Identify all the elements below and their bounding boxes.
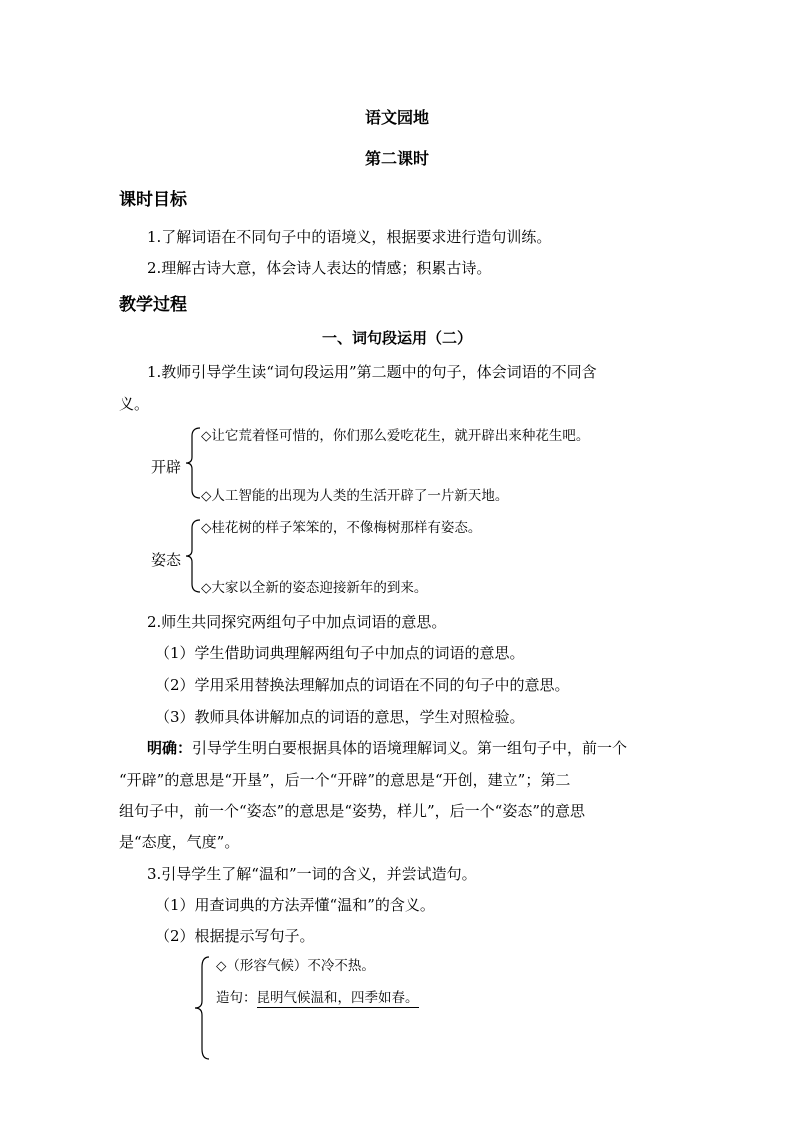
group2-sentence: ◇大家以全新的姿态迎接新年的到来。: [201, 580, 428, 596]
step1-text: 1.教师引导学生读“词句段运用”第二题中的句子，体会词语的不同含: [147, 363, 597, 381]
process-heading: 教学过程: [119, 295, 187, 315]
clarify-text-cont: 是“态度，气度”。: [119, 833, 240, 851]
goals-heading: 课时目标: [119, 190, 187, 210]
group1-sentence: ◇让它荒着怪可惜的，你们那么爱吃花生，就开辟出来种花生吧。: [201, 428, 590, 444]
example-sentence: 昆明气候温和，四季如春。: [256, 990, 419, 1006]
group1-sentence: ◇人工智能的出现为人类的生活开辟了一片新天地。: [201, 488, 509, 504]
clarify-text-cont: “开辟”的意思是“开垦”，后一个“开辟”的意思是“开创，建立”；第二: [119, 771, 571, 789]
step2-text: 2.师生共同探究两组句子中加点词语的意思。: [147, 613, 447, 631]
document-title: 语文园地: [364, 108, 429, 127]
example-prompt: ◇（形容气候）不冷不热。: [216, 958, 375, 974]
document-subtitle: 第二课时: [364, 149, 429, 168]
goal-item: 2.理解古诗大意，体会诗人表达的情感；积累古诗。: [147, 259, 492, 277]
goal-item: 1.了解词语在不同句子中的语境义，根据要求进行造句训练。: [147, 228, 552, 246]
example-brace-icon: [193, 955, 213, 1061]
group2-sentence: ◇桂花树的样子笨笨的，不像梅树那样有姿态。: [201, 520, 482, 536]
step3-item: （1）用查词典的方法弄懂“温和”的含义。: [155, 896, 435, 914]
example-label: 造句：: [216, 990, 257, 1006]
step2-item: （1）学生借助词典理解两组句子中加点的词语的意思。: [155, 644, 525, 662]
step2-item: （2）学用采用替换法理解加点的词语在不同的句子中的意思。: [155, 676, 570, 694]
step1-text-cont: 义。: [119, 395, 150, 413]
step2-item: （3）教师具体讲解加点的词语的意思，学生对照检验。: [155, 708, 525, 726]
example-sentence-line: [216, 988, 419, 1008]
clarify-text-cont: 组句子中，前一个“姿态”的意思是“姿势，样儿”，后一个“姿态”的意思: [119, 802, 586, 820]
step3-item: （2）根据提示写句子。: [155, 927, 315, 945]
group2-word: 姿态: [151, 551, 182, 569]
clarify-label: 明确：: [147, 739, 193, 757]
group1-word: 开辟: [151, 458, 182, 476]
clarify-text: 引导学生明白要根据具体的语境理解词义。第一组句子中，前一个: [192, 739, 628, 757]
section-heading: 一、词句段运用（二）: [321, 329, 472, 347]
step3-text: 3.引导学生了解“温和”一词的含义，并尝试造句。: [147, 865, 477, 883]
clarify-paragraph: [147, 738, 627, 758]
